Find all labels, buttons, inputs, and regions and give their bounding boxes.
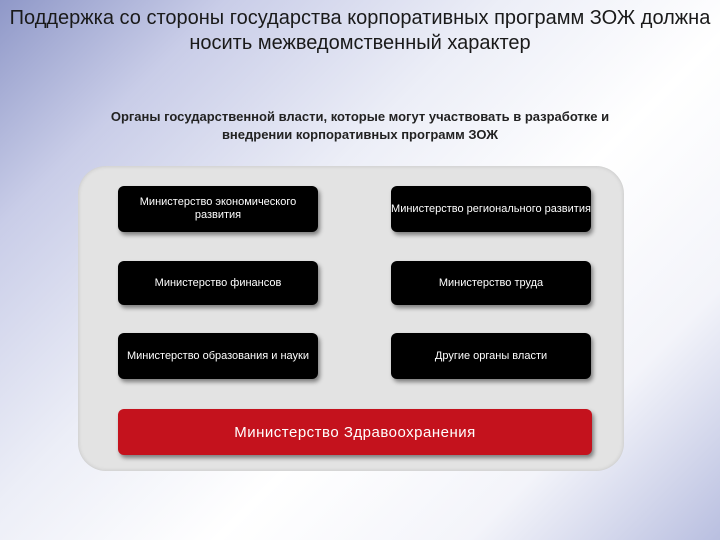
ministry-education-science-box: Министерство образования и науки (118, 333, 318, 379)
ministry-health-box: Министерство Здравоохранения (118, 409, 592, 455)
ministry-economic-development-box: Министерство экономического развития (118, 186, 318, 232)
other-bodies-box: Другие органы власти (391, 333, 591, 379)
ministry-regional-development-box: Министерство регионального развития (391, 186, 591, 232)
slide-title: Поддержка со стороны государства корпоративных программ ЗОЖ должна носить межведомственный характер (9, 7, 711, 54)
ministry-labour-box: Министерство труда (391, 261, 591, 305)
slide-subtitle: Органы государственной власти, которые могут участвовать в разработке и внедрении корпоративных программ ЗОЖ (110, 109, 610, 142)
ministry-finance-box: Министерство финансов (118, 261, 318, 305)
